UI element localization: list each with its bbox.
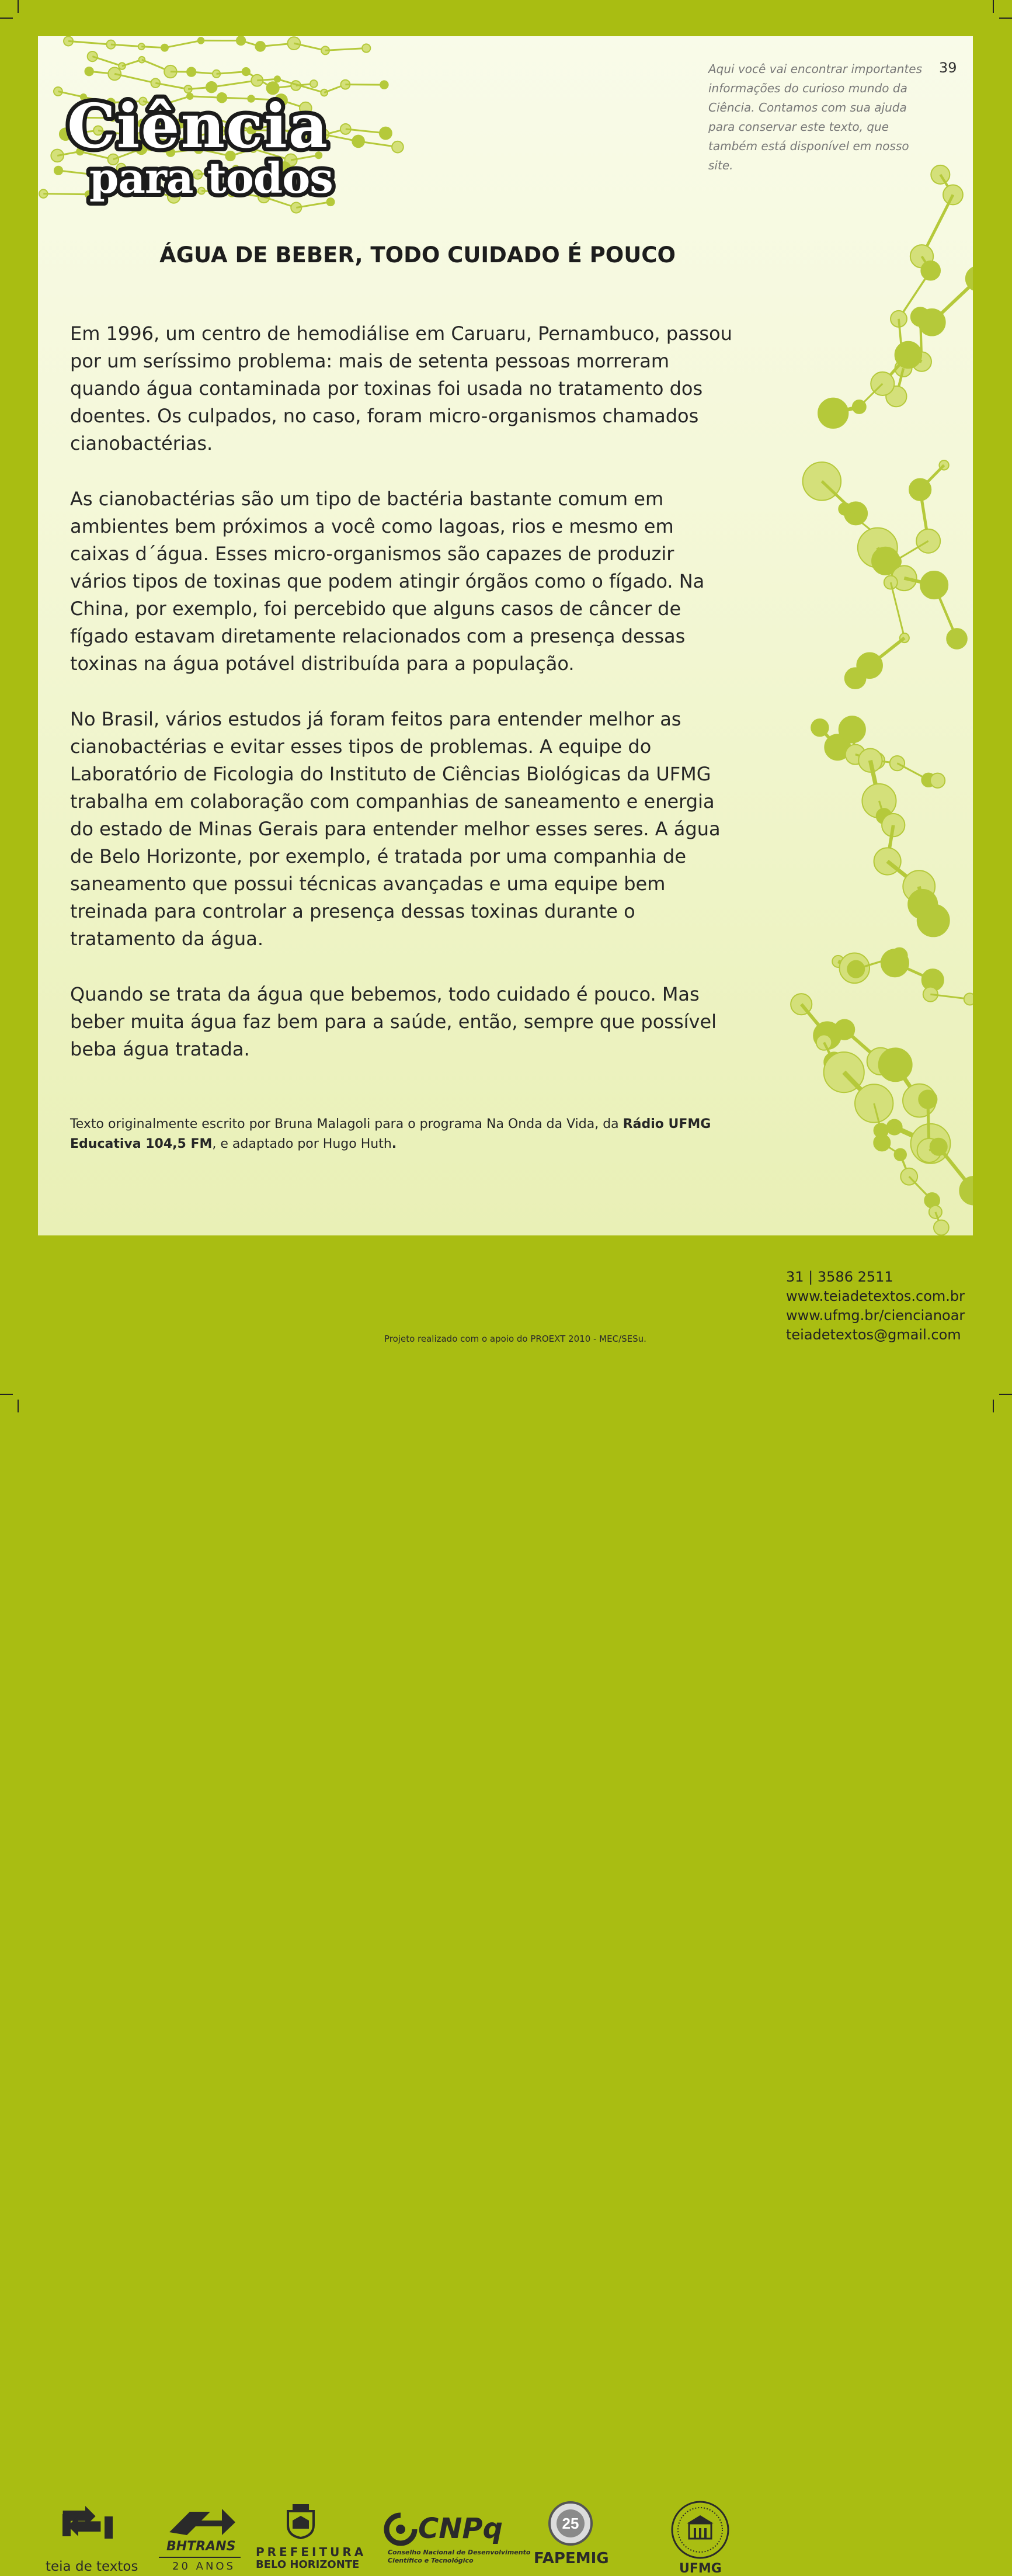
intro-text: Aqui você vai encontrar importantes informações do curioso mundo da Ciência. Contamos com sua ajuda para conservar este texto, que também está disponível em nosso site.: [708, 60, 930, 175]
ufmg-label: UFMG: [679, 2561, 722, 2576]
molecule-atom: [242, 68, 250, 75]
article-title: ÁGUA DE BEBER, TODO CUIDADO É POUCO: [70, 242, 765, 268]
paragraph: No Brasil, vários estudos já foram feitos para entender melhor as cianobactérias e evitar esses tipos de problemas. A equipe do Laboratório de Ficologia do Instituto de Ciências Biológicas da UFMG trabalha em colaboração com companhias de saneamento e energia do estado de Minas Gerais para entender melhor esses seres. A água de Belo Horizonte, por exemplo, é tratada por uma companhia de saneamento que possui técnicas avançadas e uma equipe bem treinada para controlar a presença dessas toxinas durante o tratamento da água.: [70, 706, 736, 953]
molecule-bond: [325, 48, 366, 50]
teia-label: teia de textos: [46, 2559, 138, 2574]
contact-website-link[interactable]: www.ufmg.br/ciencianoar: [786, 1306, 965, 1325]
crop-mark: [0, 1394, 13, 1395]
cnpq-subtitle-2: Científico e Tecnológico: [388, 2557, 474, 2564]
molecule-bond: [165, 40, 201, 47]
contact-phone: 31 | 3586 2511: [786, 1268, 965, 1287]
crop-mark: [993, 1400, 994, 1412]
cnpq-mark-icon: [383, 2512, 418, 2547]
crop-mark: [993, 0, 994, 13]
crop-mark: [999, 1394, 1012, 1395]
bhtrans-arrows-icon: [166, 2506, 237, 2538]
molecule-atom: [959, 1176, 973, 1204]
teia-de-textos-logo: [58, 2500, 117, 2556]
crop-mark: [18, 1400, 19, 1412]
cnpq-label: CNPq: [418, 2512, 503, 2545]
article-credits: [70, 1115, 712, 1154]
bhtrans-label: BHTRANS: [166, 2539, 235, 2554]
fapemig-label: FAPEMIG: [534, 2550, 609, 2567]
molecule-bond: [114, 74, 155, 83]
paragraph: Quando se trata da água que bebemos, todo cuidado é pouco. Mas beber muita água faz bem para a saúde, então, sempre que possível beba água tratada.: [70, 981, 736, 1063]
support-text: Projeto realizado com o apoio do PROEXT 2010 - MEC/SESu.: [384, 1334, 646, 1344]
credits-period: .: [392, 1137, 397, 1151]
molecule-atom: [947, 629, 967, 649]
molecule-atom: [818, 398, 848, 428]
article-body: [70, 320, 736, 1091]
crop-mark: [18, 0, 19, 13]
crop-mark: [0, 18, 13, 19]
prefeitura-crest-icon: [284, 2503, 317, 2539]
credits-radio: Rádio UFMG Educativa 104,5 FM: [70, 1117, 711, 1151]
molecule-atom: [930, 773, 945, 788]
contact-website-link[interactable]: www.teiadetextos.com.br: [786, 1287, 965, 1306]
molecule-bond: [92, 57, 122, 66]
logo-line-2: para todos: [89, 153, 333, 203]
ufmg-seal-icon: [670, 2500, 730, 2560]
credits-text: , e adaptado por Hugo Huth: [212, 1137, 391, 1151]
molecule-atom: [362, 44, 370, 52]
prefeitura-line-1: PREFEITURA: [256, 2545, 366, 2559]
molecule-atom: [310, 80, 318, 88]
molecule-atom: [917, 904, 950, 936]
molecule-atom: [845, 668, 866, 689]
prefeitura-line-2: BELO HORIZONTE: [256, 2558, 359, 2571]
molecule-atom: [934, 1220, 949, 1235]
cnpq-subtitle-1: Conselho Nacional de Desenvolvimento: [388, 2549, 530, 2556]
contact-email-link[interactable]: teiadetextos@gmail.com: [786, 1325, 965, 1345]
bhtrans-years: 20 ANOS: [172, 2560, 235, 2572]
molecule-atom: [890, 756, 905, 770]
page-number: 39: [939, 60, 957, 76]
paragraph: Em 1996, um centro de hemodiálise em Caruaru, Pernambuco, passou por um seríssimo problema: mais de setenta pessoas morreram quando água contaminada por toxinas foi usada no tratamento dos doentes. Os culpados, no caso, foram micro-organismos chamados cianobactérias.: [70, 320, 736, 457]
molecule-bond: [217, 72, 246, 74]
molecule-atom: [921, 261, 940, 280]
molecule-atom: [874, 1134, 890, 1151]
fapemig-25-badge-icon: [546, 2500, 596, 2547]
paragraph: As cianobactérias são um tipo de bactéria bastante comum em ambientes bem próximos a você como lagoas, rios e mesmo em caixas d´água. Esses micro-organismos são capazes de produzir vários tipos de toxinas que podem atingir órgãos como o fígado. Na China, por exemplo, foi percebido que alguns casos de câncer de fígado estavam diretamente relacionados com a presença dessas toxinas na água potável distribuída para a população.: [70, 485, 736, 678]
bhtrans-divider: [159, 2557, 241, 2558]
molecule-atom: [380, 81, 388, 89]
molecule-atom: [964, 993, 973, 1005]
logo-line-1: Ciência: [67, 90, 329, 162]
contact-info: [786, 1268, 965, 1345]
molecule-bond: [68, 41, 111, 44]
crop-mark: [999, 18, 1012, 19]
fapemig-badge-number: 25: [562, 2515, 579, 2532]
molecule-atom: [879, 1048, 912, 1081]
molecule-atom: [816, 1034, 832, 1050]
molecule-bond: [211, 81, 257, 88]
credits-text: Texto originalmente escrito por Bruna Malagoli para o programa Na Onda da Vida, da: [70, 1117, 623, 1131]
ciencia-para-todos-logo: [61, 89, 458, 206]
